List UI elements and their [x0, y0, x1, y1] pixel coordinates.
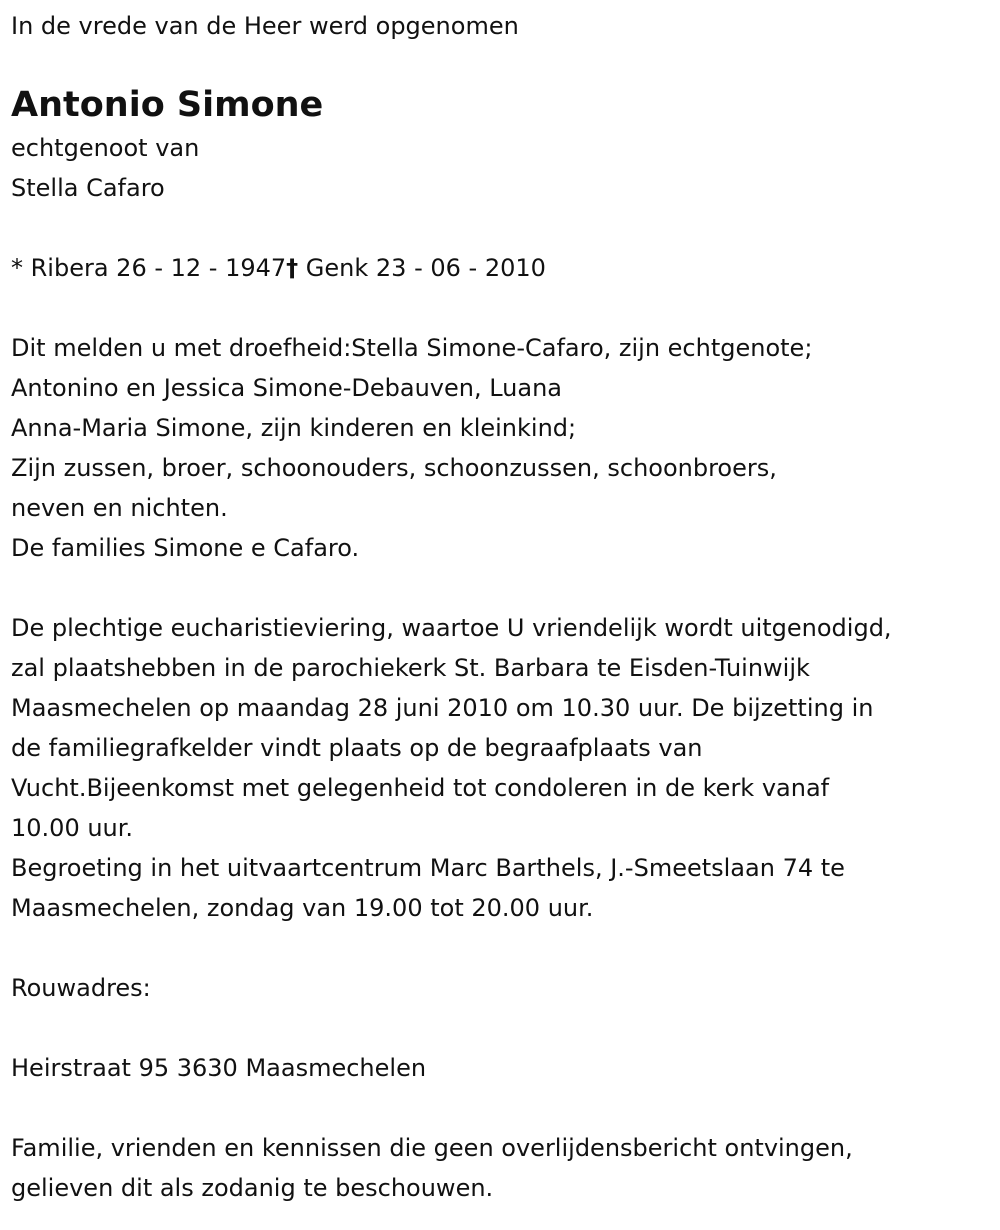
ceremony-line: Vucht.Bijeenkomst met gelegenheid tot condoleren in de kerk vanaf [11, 774, 830, 802]
ceremony-line: Maasmechelen op maandag 28 juni 2010 om 10.30 uur. De bijzetting in [11, 694, 874, 722]
death-date: Genk 23 - 06 - 2010 [298, 254, 546, 282]
mourners-line: Zijn zussen, broer, schoonouders, schoonzussen, schoonbroers, [11, 454, 777, 482]
spacer [11, 1088, 1000, 1128]
spacer [11, 568, 1000, 608]
life-dates [11, 248, 1000, 288]
deceased-name: Antonio Simone [11, 85, 324, 125]
spouse-name: Stella Cafaro [11, 174, 165, 202]
ceremony-line: Maasmechelen, zondag van 19.00 tot 20.00 uur. [11, 894, 594, 922]
birth-date: * Ribera 26 - 12 - 1947 [11, 254, 287, 282]
spacer [11, 928, 1000, 968]
ceremony-line: zal plaatshebben in de parochiekerk St. Barbara te Eisden-Tuinwijk [11, 654, 810, 682]
spacer [11, 1008, 1000, 1048]
mourners-block [11, 328, 1000, 568]
mourners-line: Antonino en Jessica Simone-Debauven, Luana [11, 374, 563, 402]
cross-icon: † [286, 254, 299, 282]
mourners-line: Dit melden u met droefheid:Stella Simone-Cafaro, zijn echtgenote; [11, 334, 813, 362]
mourning-address: Heirstraat 95 3630 Maasmechelen [11, 1054, 427, 1082]
mourners-line: De families Simone e Cafaro. [11, 534, 360, 562]
mourners-line: neven en nichten. [11, 494, 228, 522]
address-label: Rouwadres: [11, 974, 151, 1002]
ceremony-block [11, 608, 1000, 928]
closing-line: Familie, vrienden en kennissen die geen overlijdensbericht ontvingen, [11, 1134, 853, 1162]
spacer [11, 288, 1000, 328]
mourners-line: Anna-Maria Simone, zijn kinderen en kleinkind; [11, 414, 577, 442]
ceremony-line: 10.00 uur. [11, 814, 134, 842]
intro-text: In de vrede van de Heer werd opgenomen [11, 12, 519, 40]
relation-label: echtgenoot van [11, 134, 200, 162]
ceremony-line: de familiegrafkelder vindt plaats op de begraafplaats van [11, 734, 703, 762]
ceremony-line: Begroeting in het uitvaartcentrum Marc Barthels, J.-Smeetslaan 74 te [11, 854, 845, 882]
spacer [11, 208, 1000, 248]
closing-block [11, 1128, 1000, 1208]
ceremony-line: De plechtige eucharistieviering, waartoe U vriendelijk wordt uitgenodigd, [11, 614, 892, 642]
closing-line: gelieven dit als zodanig te beschouwen. [11, 1174, 494, 1202]
